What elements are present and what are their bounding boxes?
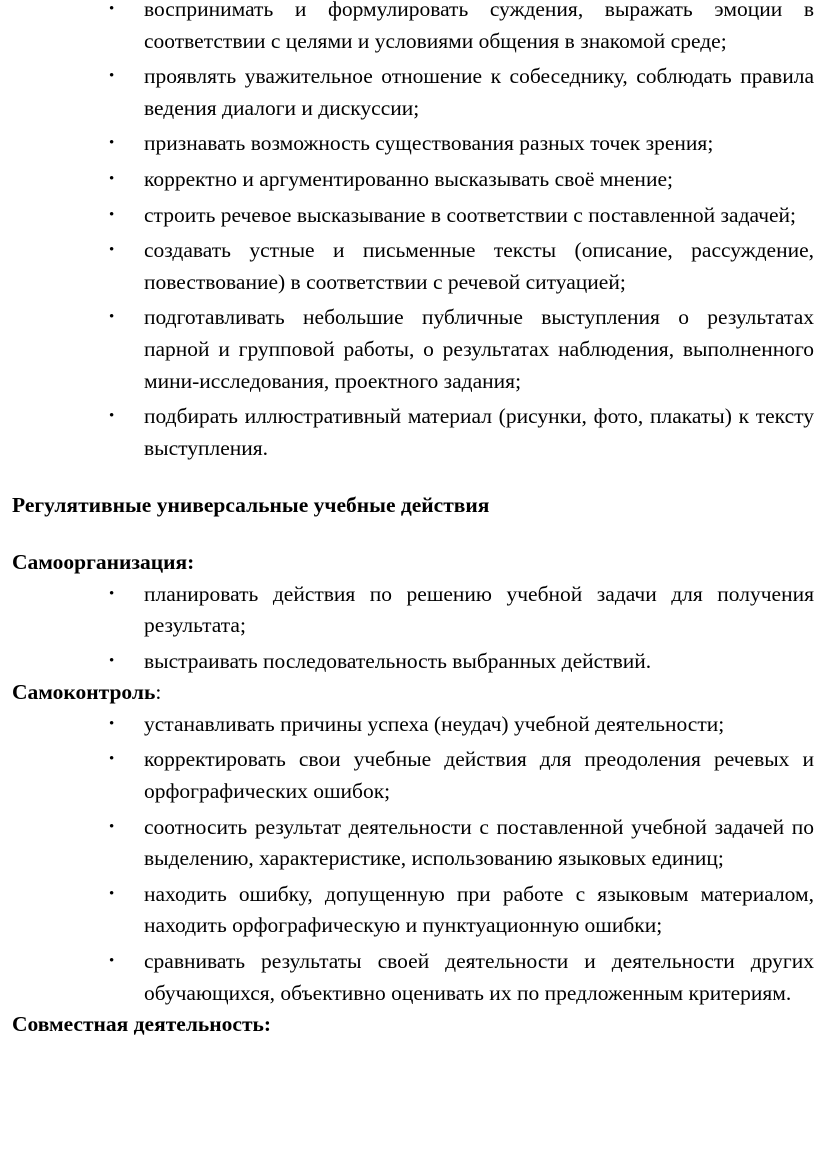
bullet-icon: • [109,242,115,259]
bullet-icon: • [109,652,115,669]
list-item-text: воспринимать и формулировать суждения, выражать эмоции в соответствии с целями и условиями общения в знакомой среде; [144,0,814,53]
bullet-icon: • [109,585,115,602]
self-organization-list [0,579,816,678]
subheading-self-control-colon: : [155,680,162,705]
list-item-text: сравнивать результаты своей деятельности и деятельности других обучающихся, объективно оценивать их по предложенным критериям. [144,949,814,1005]
list-item [0,0,816,57]
bullet-icon: • [109,818,115,835]
list-item [0,709,816,741]
list-item [0,879,816,942]
list-item-text: корректировать свои учебные действия для преодоления речевых и орфографических ошибок; [144,747,814,804]
list-item [0,128,816,160]
bullet-icon: • [109,1,115,17]
list-item-text: соотносить результат деятельности с поставленной учебной задачей по выделению, характеристике, использованию языковых единиц; [144,814,814,871]
bullet-icon: • [109,885,115,902]
list-item-text: устанавливать причины успеха (неудач) учебной деятельности; [144,711,725,736]
bullet-icon: • [109,309,115,326]
communicative-skills-list [0,0,816,464]
subheading-self-organization [0,547,816,579]
bullet-icon: • [109,170,115,187]
bullet-icon: • [109,953,115,970]
list-item [0,579,816,642]
list-item-text: подготавливать небольшие публичные выступления о результатах парной и групповой работы, о результатах наблюдения, выполненного мини-исследования, проектного задания; [144,305,814,393]
list-item-text: подбирать иллюстративный материал (рисунки, фото, плакаты) к тексту выступления. [144,404,814,460]
list-item [0,812,816,875]
bullet-icon: • [109,715,115,732]
subheading-self-control-title: Самоконтроль [12,680,156,705]
list-item-text: планировать действия по решению учебной задачи для получения результата; [144,581,814,638]
list-item [0,401,816,464]
bullet-icon: • [109,206,115,223]
bullet-icon: • [109,135,115,152]
bullet-icon: • [109,751,115,768]
list-item [0,164,816,196]
self-control-list [0,709,816,1009]
list-item [0,302,816,397]
subheading-self-control [0,677,816,709]
list-item-text: признавать возможность существования разных точек зрения; [144,131,714,156]
subheading-joint-activity [0,1009,816,1041]
list-item [0,200,816,232]
bullet-icon: • [109,68,115,85]
list-item [0,61,816,124]
list-item-text: находить ошибку, допущенную при работе с языковым материалом, находить орфографическую и пунктуационную ошибки; [144,881,814,938]
bullet-icon: • [109,408,115,425]
section-heading-regulative: Регулятивные универсальные учебные действия [12,493,490,518]
list-item-text: строить речевое высказывание в соответствии с поставленной задачей; [144,202,797,227]
subheading-joint-activity-title: Совместная деятельность: [12,1012,272,1037]
list-item-text: создавать устные и письменные тексты (описание, рассуждение, повествование) в соответствии с речевой ситуацией; [144,238,814,294]
list-item [0,646,816,678]
list-item-text: выстраивать последовательность выбранных действий. [144,648,652,673]
subheading-self-organization-title: Самоорганизация: [12,549,195,574]
list-item [0,235,816,298]
list-item-text: корректно и аргументированно высказывать своё мнение; [144,166,673,191]
list-item-text: проявлять уважительное отношение к собеседнику, соблюдать правила ведения диалоги и дискуссии; [144,64,814,120]
list-item [0,744,816,807]
list-item [0,946,816,1009]
